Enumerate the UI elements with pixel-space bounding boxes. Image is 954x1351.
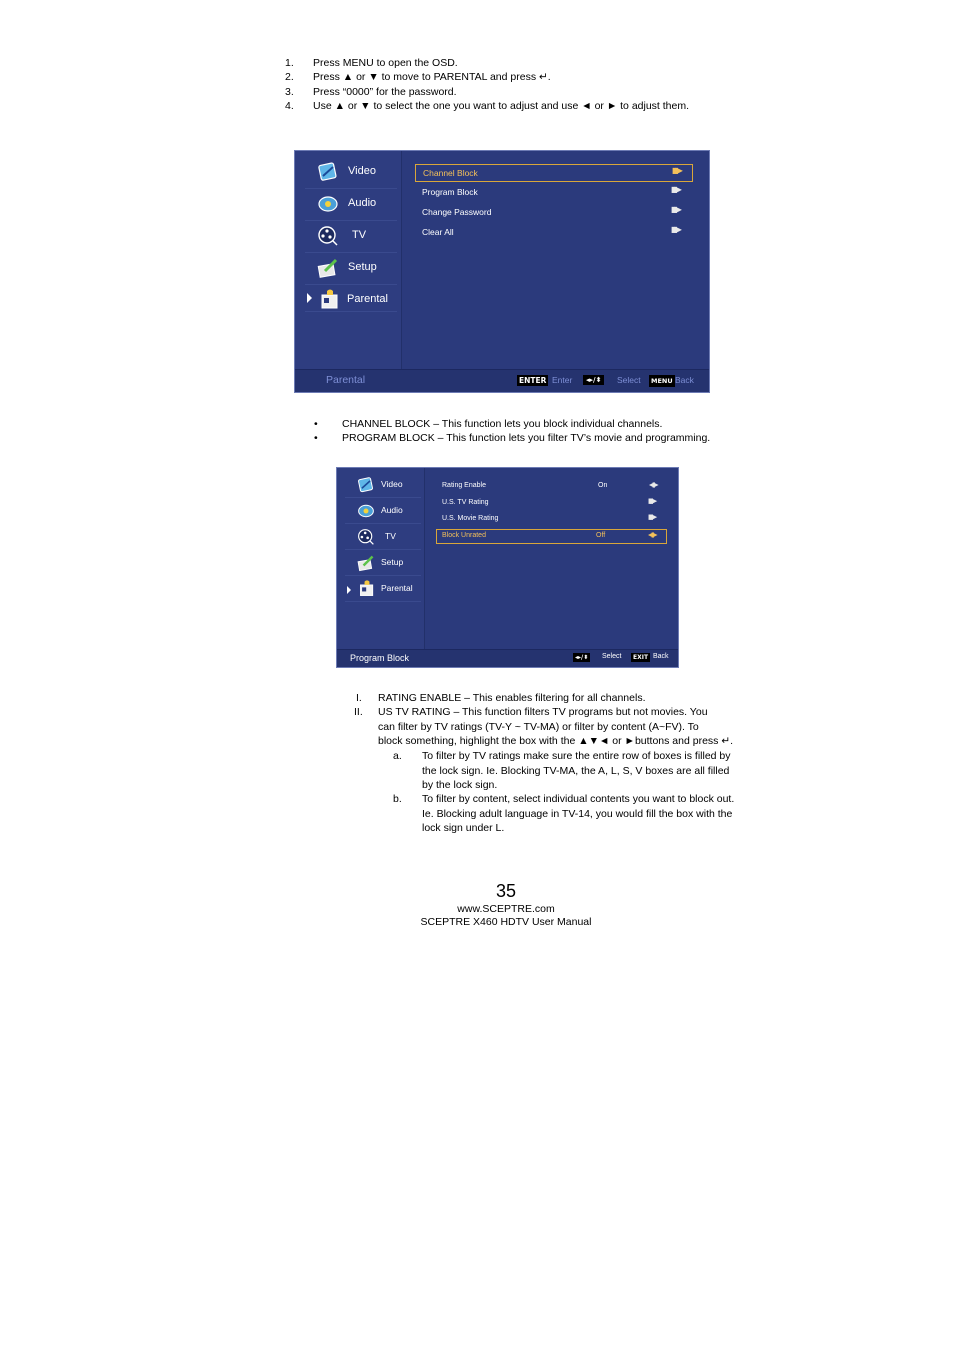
roman-item-text: RATING ENABLE – This enables filtering for all channels. xyxy=(378,692,646,704)
tv-icon xyxy=(317,225,339,247)
osd-parental-screen xyxy=(294,150,710,393)
roman-item: I. xyxy=(356,692,362,704)
sidebar-item-label: Video xyxy=(348,165,376,177)
sidebar-item-label: Audio xyxy=(381,505,403,515)
left-right-arrow-icon: ◀▶ xyxy=(648,530,656,539)
website: www.SCEPTRE.com xyxy=(457,903,555,915)
sidebar-item-tv[interactable] xyxy=(317,223,397,249)
selection-arrow-icon xyxy=(307,293,312,303)
sidebar-item-label: Parental xyxy=(347,293,388,305)
osd-program-block-screen xyxy=(336,467,679,668)
select-label: Select xyxy=(602,653,622,660)
sidebar-item-parental[interactable] xyxy=(357,578,423,600)
option-program-block[interactable]: Program Block ▮▮▶ xyxy=(422,185,680,197)
option-clear-all[interactable]: Clear All ▮▮▶ xyxy=(422,225,680,237)
select-key: ◂▸/⬍ xyxy=(575,654,589,661)
option-block-unrated[interactable]: Block Unrated Off ◀▶ xyxy=(436,529,667,544)
sidebar-item-label: Setup xyxy=(381,557,404,567)
alpha-item: a. xyxy=(393,750,402,762)
sidebar-item-parental[interactable] xyxy=(317,287,397,313)
setup-icon xyxy=(317,257,339,279)
bullet-item: • PROGRAM BLOCK – This function lets you filter TV’s movie and programming. xyxy=(314,432,711,444)
tv-icon xyxy=(357,528,375,546)
submenu-arrow-icon: ▮▮▶ xyxy=(671,225,680,234)
osd-sidebar xyxy=(337,468,425,650)
sidebar-item-label: Video xyxy=(381,479,403,489)
osd-sidebar xyxy=(295,151,402,370)
sidebar-item-setup[interactable] xyxy=(317,255,397,281)
option-us-movie-rating[interactable]: U.S. Movie Rating ▮▮▶ xyxy=(442,513,656,522)
step-text: Press MENU to open the OSD. xyxy=(313,57,458,69)
parental-icon xyxy=(358,580,376,598)
enter-key: ENTER xyxy=(519,376,547,385)
left-right-arrow-icon: ◀▶ xyxy=(649,480,657,489)
step-text: Press ▲ or ▼ to move to PARENTAL and press ↵. xyxy=(313,71,551,83)
sidebar-item-audio[interactable] xyxy=(317,191,397,217)
sidebar-item-label: Audio xyxy=(348,197,377,209)
audio-icon xyxy=(357,502,375,520)
osd-footer-title: Program Block xyxy=(350,653,410,663)
submenu-arrow-icon: ▮▮▶ xyxy=(648,513,656,521)
osd-footer xyxy=(337,649,678,667)
back-label: Back xyxy=(675,375,694,385)
bullet-item: • CHANNEL BLOCK – This function lets you block individual channels. xyxy=(314,418,663,430)
sidebar-item-video[interactable] xyxy=(357,474,423,496)
step-text: Press “0000” for the password. xyxy=(313,86,457,98)
roman-item-text: US TV RATING – This function filters TV programs but not movies. You can filter by TV ratings (TV-Y ~ TV-MA) or filter by content (A~FV). To block something, highlight the box with the ▲▼◄ or ►buttons and press ↵. xyxy=(378,706,734,747)
video-icon xyxy=(357,476,375,494)
sidebar-item-setup[interactable] xyxy=(357,552,423,574)
osd-footer xyxy=(295,369,709,392)
osd-footer-title: Parental xyxy=(326,374,366,386)
submenu-arrow-icon: ▮▮▶ xyxy=(671,205,680,214)
select-label: Select xyxy=(617,375,641,385)
parental-icon xyxy=(319,289,341,311)
alpha-item-text: To filter by TV ratings make sure the entire row of boxes is filled by the lock sign. Ie. Blocking TV-MA, the A, L, S, V boxes are all filled by the lock sign. xyxy=(422,750,731,791)
option-channel-block[interactable]: Channel Block ▮▮▶ xyxy=(415,164,693,182)
exit-key: EXIT xyxy=(633,654,649,661)
option-value: Off xyxy=(596,532,606,539)
option-change-password[interactable]: Change Password ▮▮▶ xyxy=(422,205,680,217)
back-label: Back xyxy=(653,653,669,660)
step-4: 4. Use ▲ or ▼ to select the one you want to adjust and use ◄ or ► to adjust them. xyxy=(285,100,690,112)
audio-icon xyxy=(317,193,339,215)
select-key: ◂▸/⬍ xyxy=(583,375,604,385)
video-icon xyxy=(317,161,339,183)
sidebar-item-label: TV xyxy=(385,531,396,541)
roman-item: II. xyxy=(354,706,363,718)
option-rating-enable[interactable]: Rating Enable On ◀▶ xyxy=(442,480,657,489)
option-us-tv-rating[interactable]: U.S. TV Rating ▮▮▶ xyxy=(442,497,656,506)
page-number: 35 xyxy=(495,881,517,901)
selection-arrow-icon xyxy=(347,586,351,594)
step-2: 2. Press ▲ or ▼ to move to PARENTAL and press ↵. xyxy=(285,71,551,83)
alpha-item-text: To filter by content, select individual contents you want to block out. Ie. Blocking adult language in TV-14, you would fill the box with the lock sign under L. xyxy=(422,793,735,834)
submenu-arrow-icon: ▮▮▶ xyxy=(648,497,656,505)
sidebar-item-tv[interactable] xyxy=(357,526,423,548)
setup-icon xyxy=(357,554,375,572)
manual-title: SCEPTRE X460 HDTV User Manual xyxy=(420,916,592,928)
sidebar-item-label: Setup xyxy=(348,261,377,273)
enter-label: Enter xyxy=(552,375,573,385)
alpha-item: b. xyxy=(393,793,402,805)
menu-key: MENU xyxy=(651,377,673,385)
submenu-arrow-icon: ▮▮▶ xyxy=(671,185,680,194)
submenu-arrow-icon: ▮▮▶ xyxy=(672,166,681,175)
option-value: On xyxy=(598,482,608,489)
sidebar-item-label: TV xyxy=(352,229,367,241)
step-1: 1. Press MENU to open the OSD. xyxy=(285,57,458,69)
sidebar-item-label: Parental xyxy=(381,583,413,593)
step-3: 3. Press “0000” for the password. xyxy=(285,86,457,98)
sidebar-item-video[interactable] xyxy=(317,159,397,185)
sidebar-item-audio[interactable] xyxy=(357,500,423,522)
step-text: Use ▲ or ▼ to select the one you want to adjust and use ◄ or ► to adjust them. xyxy=(313,100,690,112)
